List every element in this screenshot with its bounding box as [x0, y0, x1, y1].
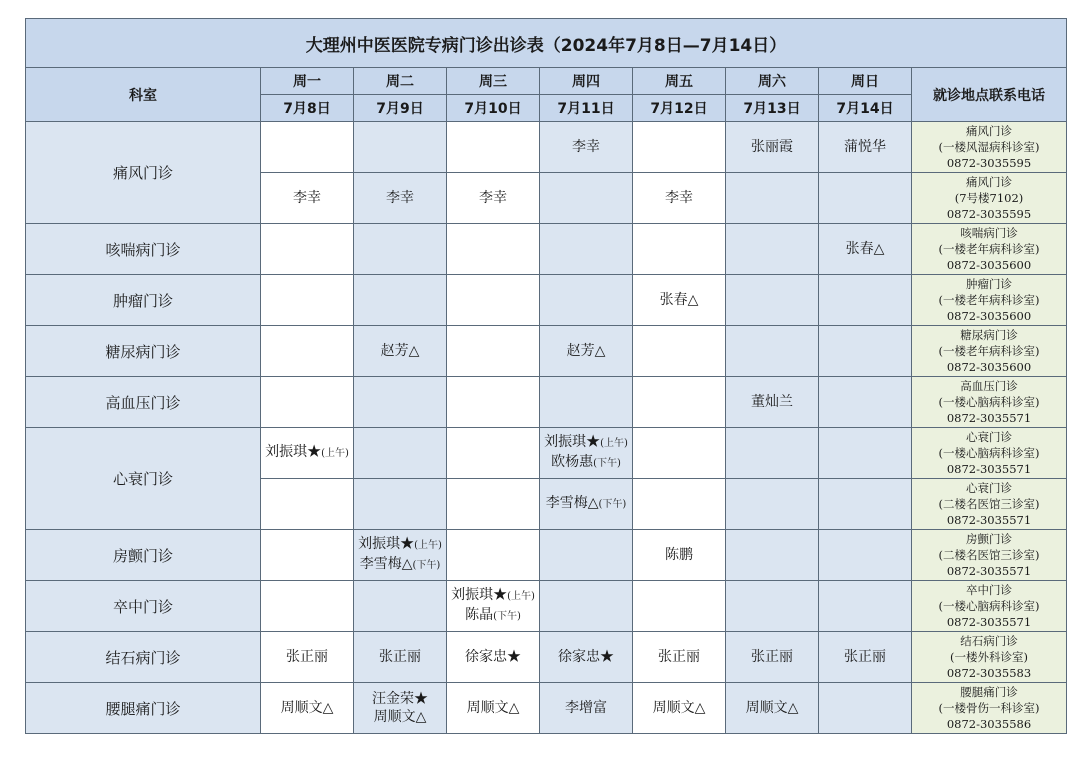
schedule-cell — [819, 173, 912, 224]
clinic-location — [912, 275, 1067, 326]
schedule-cell — [540, 530, 633, 581]
clinic-location — [912, 173, 1067, 224]
doctor-name: 欧杨惠 — [551, 454, 594, 470]
doctor-entry — [540, 648, 632, 666]
department-name: 结石病门诊 — [26, 632, 261, 683]
phone-number: 0872-3035600 — [946, 258, 1032, 272]
doctor-entry — [726, 393, 818, 411]
location-line: (一楼老年病科诊室) — [938, 344, 1040, 358]
table-row — [26, 224, 1067, 275]
doctor-name: 张正丽 — [751, 649, 793, 665]
schedule-cell — [540, 479, 633, 530]
schedule-cell — [354, 122, 447, 173]
doctor-name: 周顺文△ — [466, 700, 520, 716]
schedule-cell — [726, 224, 819, 275]
schedule-cell — [261, 632, 354, 683]
schedule-cell — [447, 326, 540, 377]
date-header: 7月11日 — [540, 95, 633, 122]
location-line: 心衰门诊 — [966, 430, 1012, 444]
clinic-location — [912, 581, 1067, 632]
schedule-cell — [726, 377, 819, 428]
phone-number: 0872-3035600 — [946, 309, 1032, 323]
clinic-location — [912, 224, 1067, 275]
schedule-cell — [726, 632, 819, 683]
schedule-cell — [261, 479, 354, 530]
weekday-header: 周五 — [633, 68, 726, 95]
doctor-entry — [354, 708, 446, 726]
schedule-cell — [540, 581, 633, 632]
phone-number: 0872-3035571 — [946, 615, 1032, 629]
clinic-location — [912, 479, 1067, 530]
doctor-entry — [354, 535, 446, 555]
location-line: (二楼名医馆三诊室) — [938, 497, 1040, 511]
doctor-entry — [354, 342, 446, 360]
schedule-cell — [261, 224, 354, 275]
schedule-cell — [633, 275, 726, 326]
doctor-entry — [633, 189, 725, 207]
weekday-header: 周二 — [354, 68, 447, 95]
schedule-cell — [540, 275, 633, 326]
session-note: (下午) — [493, 611, 521, 622]
department-column-header: 科室 — [26, 68, 261, 122]
location-line: (一楼心脑病科诊室) — [938, 599, 1040, 613]
session-note: (上午) — [600, 438, 628, 449]
schedule-cell — [819, 683, 912, 734]
table-row — [26, 581, 1067, 632]
schedule-cell — [261, 275, 354, 326]
phone-number: 0872-3035571 — [946, 411, 1032, 425]
location-line: 痛风门诊 — [966, 175, 1012, 189]
schedule-cell — [354, 581, 447, 632]
table-row — [26, 428, 1067, 479]
doctor-name: 蒲悦华 — [844, 139, 886, 155]
department-name: 糖尿病门诊 — [26, 326, 261, 377]
doctor-entry — [540, 699, 632, 717]
location-line: (一楼心脑病科诊室) — [938, 395, 1040, 409]
location-line: (一楼老年病科诊室) — [938, 242, 1040, 256]
schedule-cell — [726, 428, 819, 479]
schedule-cell — [633, 122, 726, 173]
doctor-entry — [633, 546, 725, 564]
schedule-cell — [819, 326, 912, 377]
doctor-entry — [726, 699, 818, 717]
department-name: 痛风门诊 — [26, 122, 261, 224]
schedule-cell — [540, 173, 633, 224]
schedule-cell — [354, 173, 447, 224]
phone-number: 0872-3035600 — [946, 360, 1032, 374]
schedule-cell — [540, 683, 633, 734]
department-name: 卒中门诊 — [26, 581, 261, 632]
location-line: (7号楼7102) — [954, 191, 1024, 205]
clinic-location — [912, 122, 1067, 173]
clinic-location — [912, 530, 1067, 581]
doctor-entry — [819, 240, 911, 258]
clinic-location — [912, 428, 1067, 479]
schedule-cell — [819, 632, 912, 683]
schedule-cell — [819, 479, 912, 530]
doctor-name: 张正丽 — [286, 649, 328, 665]
department-name: 高血压门诊 — [26, 377, 261, 428]
phone-number: 0872-3035571 — [946, 462, 1032, 476]
doctor-entry — [447, 189, 539, 207]
doctor-entry — [633, 291, 725, 309]
date-header: 7月13日 — [726, 95, 819, 122]
location-line: 肿瘤门诊 — [966, 277, 1012, 291]
doctor-entry — [354, 648, 446, 666]
location-line: 卒中门诊 — [966, 583, 1012, 597]
schedule-cell — [447, 683, 540, 734]
table-row — [26, 326, 1067, 377]
schedule-cell — [261, 326, 354, 377]
doctor-entry — [261, 648, 353, 666]
doctor-name: 张正丽 — [844, 649, 886, 665]
doctor-entry — [447, 586, 539, 606]
doctor-name: 周顺文△ — [280, 700, 334, 716]
schedule-cell — [726, 326, 819, 377]
schedule-cell — [540, 377, 633, 428]
location-line: (一楼外科诊室) — [950, 650, 1028, 664]
schedule-cell — [261, 377, 354, 428]
doctor-name: 张春△ — [659, 292, 699, 308]
schedule-cell — [819, 581, 912, 632]
location-line: (二楼名医馆三诊室) — [938, 548, 1040, 562]
schedule-cell — [819, 224, 912, 275]
doctor-name: 刘振琪★ — [265, 444, 322, 460]
schedule-cell — [726, 581, 819, 632]
department-name: 房颤门诊 — [26, 530, 261, 581]
doctor-entry — [726, 648, 818, 666]
clinic-location — [912, 377, 1067, 428]
schedule-cell — [726, 530, 819, 581]
table-title: 大理州中医医院专病门诊出诊表（2024年7月8日—7月14日） — [26, 19, 1067, 68]
schedule-cell — [261, 530, 354, 581]
schedule-cell — [447, 377, 540, 428]
doctor-entry — [540, 494, 632, 514]
schedule-cell — [447, 530, 540, 581]
schedule-cell — [447, 581, 540, 632]
schedule-cell — [354, 632, 447, 683]
schedule-cell — [819, 428, 912, 479]
schedule-cell — [447, 632, 540, 683]
schedule-cell — [726, 683, 819, 734]
location-line: 腰腿痛门诊 — [960, 685, 1018, 699]
phone-number: 0872-3035583 — [946, 666, 1032, 680]
clinic-location — [912, 326, 1067, 377]
table-row — [26, 377, 1067, 428]
doctor-name: 李幸 — [386, 190, 414, 206]
doctor-name: 汪金荣★ — [372, 691, 428, 707]
doctor-name: 张正丽 — [379, 649, 421, 665]
location-line: 咳喘病门诊 — [960, 226, 1018, 240]
table-row — [26, 530, 1067, 581]
phone-number: 0872-3035595 — [946, 156, 1032, 170]
schedule-cell — [726, 275, 819, 326]
doctor-entry — [726, 138, 818, 156]
schedule-cell — [447, 479, 540, 530]
weekday-header-row — [26, 68, 1067, 95]
schedule-cell — [540, 224, 633, 275]
schedule-cell — [261, 428, 354, 479]
schedule-cell — [633, 683, 726, 734]
doctor-name: 李幸 — [665, 190, 693, 206]
schedule-cell — [819, 275, 912, 326]
schedule-cell — [540, 632, 633, 683]
schedule-cell — [633, 479, 726, 530]
doctor-entry — [819, 648, 911, 666]
doctor-name: 李增富 — [565, 700, 607, 716]
doctor-name: 刘振琪★ — [451, 587, 508, 603]
doctor-name: 李幸 — [479, 190, 507, 206]
schedule-cell — [633, 326, 726, 377]
schedule-cell — [540, 428, 633, 479]
date-header: 7月12日 — [633, 95, 726, 122]
schedule-cell — [354, 326, 447, 377]
doctor-name: 张正丽 — [658, 649, 700, 665]
schedule-cell — [447, 224, 540, 275]
schedule-cell — [261, 581, 354, 632]
department-name: 咳喘病门诊 — [26, 224, 261, 275]
doctor-entry — [447, 648, 539, 666]
date-header: 7月8日 — [261, 95, 354, 122]
date-header: 7月10日 — [447, 95, 540, 122]
schedule-cell — [633, 224, 726, 275]
phone-number: 0872-3035586 — [946, 717, 1032, 731]
doctor-entry — [261, 443, 353, 463]
phone-number: 0872-3035571 — [946, 513, 1032, 527]
doctor-entry — [633, 648, 725, 666]
location-line: (一楼心脑病科诊室) — [938, 446, 1040, 460]
contact-column-header: 就诊地点联系电话 — [912, 68, 1067, 122]
doctor-entry — [261, 189, 353, 207]
schedule-cell — [261, 122, 354, 173]
department-name: 腰腿痛门诊 — [26, 683, 261, 734]
doctor-entry — [819, 138, 911, 156]
doctor-name: 刘振琪★ — [544, 434, 601, 450]
schedule-cell — [633, 173, 726, 224]
location-line: (一楼老年病科诊室) — [938, 293, 1040, 307]
table-row — [26, 632, 1067, 683]
session-note: (下午) — [412, 560, 441, 571]
doctor-entry — [633, 699, 725, 717]
doctor-entry — [540, 453, 632, 473]
schedule-cell — [540, 326, 633, 377]
table-row — [26, 122, 1067, 173]
schedule-cell — [819, 377, 912, 428]
clinic-location — [912, 632, 1067, 683]
doctor-entry — [354, 555, 446, 575]
schedule-cell — [633, 377, 726, 428]
session-note: (上午) — [414, 540, 442, 551]
location-line: 心衰门诊 — [966, 481, 1012, 495]
schedule-cell — [633, 581, 726, 632]
doctor-entry — [261, 699, 353, 717]
weekday-header: 周六 — [726, 68, 819, 95]
doctor-name: 周顺文△ — [745, 700, 799, 716]
phone-number: 0872-3035595 — [946, 207, 1032, 221]
session-note: (下午) — [598, 499, 627, 510]
doctor-name: 周顺文△ — [652, 700, 706, 716]
department-name: 肿瘤门诊 — [26, 275, 261, 326]
location-line: 房颤门诊 — [966, 532, 1012, 546]
doctor-name: 赵芳△ — [566, 343, 606, 359]
doctor-name: 徐家忠★ — [558, 649, 614, 665]
schedule-cell — [726, 173, 819, 224]
doctor-entry — [540, 342, 632, 360]
doctor-name: 董灿兰 — [751, 394, 793, 410]
schedule-cell — [354, 275, 447, 326]
doctor-name: 徐家忠★ — [465, 649, 521, 665]
doctor-name: 张春△ — [845, 241, 885, 257]
location-line: (一楼骨伤一科诊室) — [938, 701, 1040, 715]
clinic-location — [912, 683, 1067, 734]
doctor-name: 赵芳△ — [380, 343, 420, 359]
weekday-header: 周三 — [447, 68, 540, 95]
schedule-cell — [261, 683, 354, 734]
doctor-name: 陈鹏 — [665, 547, 693, 563]
phone-number: 0872-3035571 — [946, 564, 1032, 578]
weekday-header: 周日 — [819, 68, 912, 95]
session-note: (上午) — [507, 591, 535, 602]
doctor-entry — [354, 189, 446, 207]
doctor-name: 周顺文△ — [373, 709, 427, 725]
doctor-entry — [540, 138, 632, 156]
doctor-entry — [540, 433, 632, 453]
schedule-cell — [726, 122, 819, 173]
location-line: 糖尿病门诊 — [960, 328, 1018, 342]
schedule-cell — [633, 632, 726, 683]
doctor-name: 刘振琪★ — [358, 536, 415, 552]
location-line: 结石病门诊 — [960, 634, 1018, 648]
schedule-cell — [354, 428, 447, 479]
schedule-cell — [354, 479, 447, 530]
schedule-cell — [354, 530, 447, 581]
schedule-sheet — [25, 18, 1067, 734]
schedule-cell — [447, 275, 540, 326]
schedule-cell — [261, 173, 354, 224]
doctor-name: 李雪梅△ — [359, 556, 413, 572]
location-line: (一楼风湿病科诊室) — [938, 140, 1040, 154]
schedule-table — [25, 18, 1067, 734]
table-row — [26, 683, 1067, 734]
schedule-cell — [633, 428, 726, 479]
doctor-name: 李幸 — [293, 190, 321, 206]
doctor-name: 张丽霞 — [751, 139, 793, 155]
doctor-name: 李幸 — [572, 139, 600, 155]
session-note: (下午) — [593, 458, 621, 469]
session-note: (上午) — [321, 448, 349, 459]
department-name: 心衰门诊 — [26, 428, 261, 530]
weekday-header: 周四 — [540, 68, 633, 95]
schedule-cell — [540, 122, 633, 173]
weekday-header: 周一 — [261, 68, 354, 95]
doctor-name: 陈晶 — [465, 607, 494, 623]
table-row — [26, 275, 1067, 326]
schedule-cell — [354, 224, 447, 275]
schedule-cell — [447, 173, 540, 224]
location-line: 高血压门诊 — [960, 379, 1018, 393]
location-line: 痛风门诊 — [966, 124, 1012, 138]
schedule-cell — [354, 683, 447, 734]
schedule-cell — [819, 122, 912, 173]
doctor-entry — [447, 699, 539, 717]
schedule-cell — [819, 530, 912, 581]
doctor-entry — [354, 690, 446, 708]
schedule-cell — [726, 479, 819, 530]
date-header: 7月9日 — [354, 95, 447, 122]
schedule-cell — [354, 377, 447, 428]
schedule-cell — [447, 122, 540, 173]
doctor-entry — [447, 606, 539, 626]
schedule-cell — [633, 530, 726, 581]
doctor-name: 李雪梅△ — [545, 495, 599, 511]
date-header: 7月14日 — [819, 95, 912, 122]
schedule-cell — [447, 428, 540, 479]
